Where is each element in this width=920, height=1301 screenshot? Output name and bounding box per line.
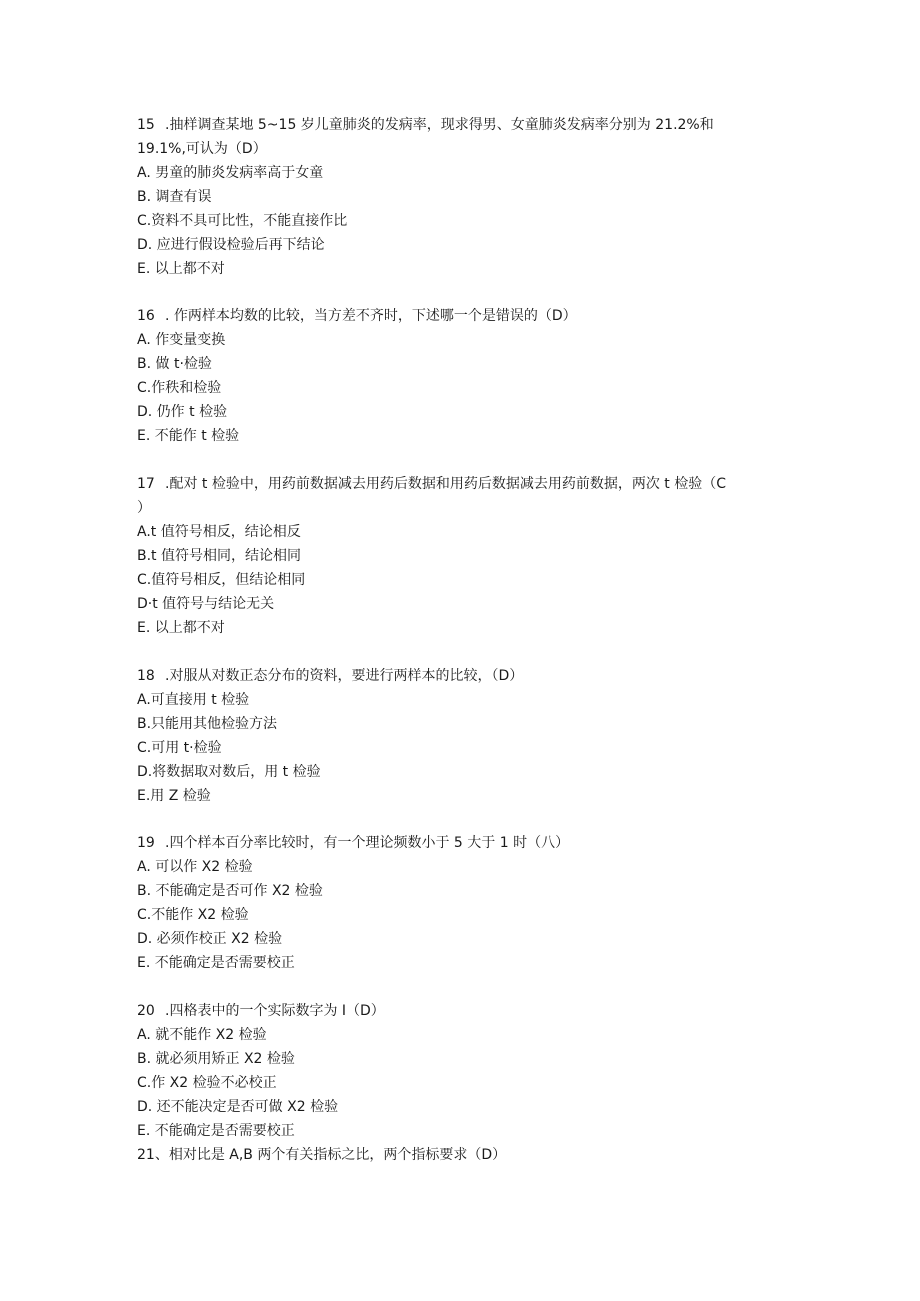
question-stem: .对服从对数正态分布的资料，要进行两样本的比较，（D） [165,668,524,684]
option-e: E. 以上都不对 [137,620,225,636]
question-18 [137,664,787,808]
option-c: C.作 X2 检验不必校正 [137,1075,277,1091]
option-b: B.只能用其他检验方法 [137,716,278,732]
option-a: A. 可以作 X2 检验 [137,859,253,875]
option-b: B.t 值符号相同，结论相同 [137,548,301,564]
question-17 [137,472,787,640]
question-number: 15 [137,117,155,133]
option-a: A.t 值符号相反，结论相反 [137,524,301,540]
option-e: E. 以上都不对 [137,261,225,277]
option-c: C.可用 t·检验 [137,740,222,756]
question-15 [137,113,787,281]
option-d: D·t 值符号与结论无关 [137,596,275,612]
question-number: 18 [137,668,155,684]
option-d: D. 必须作校正 X2 检验 [137,931,283,947]
option-d: D. 还不能决定是否可做 X2 检验 [137,1099,339,1115]
question-number: 19 [137,835,155,851]
option-e: E.用 Z 检验 [137,788,211,804]
option-c: C.不能作 X2 检验 [137,907,249,923]
question-number: 16 [137,308,155,324]
option-b: B. 就必须用矫正 X2 检验 [137,1051,295,1067]
question-stem: .抽样调查某地 5~15 岁儿童肺炎的发病率，现求得男、女童肺炎发病率分别为 21.2%和 [165,117,714,133]
question-stem: .四格表中的一个实际数字为 I（D） [165,1003,385,1019]
option-e: E. 不能确定是否需要校正 [137,955,295,971]
option-b: B. 做 t·检验 [137,356,212,372]
option-c: C.值符号相反，但结论相同 [137,572,306,588]
question-stem-continued: ） [137,500,151,516]
option-d: D. 应进行假设检验后再下结论 [137,237,325,253]
option-e: E. 不能确定是否需要校正 [137,1123,295,1139]
option-b: B. 调查有误 [137,189,212,205]
question-stem: .配对 t 检验中，用药前数据减去用药后数据和用药后数据减去用药前数据，两次 t 检验（C [165,476,727,492]
option-c: C.资料不具可比性，不能直接作比 [137,213,348,229]
question-20 [137,999,787,1167]
question-19 [137,831,787,975]
question-number: 20 [137,1003,155,1019]
question-21-stem: 21、相对比是 A,B 两个有关指标之比，两个指标要求（D） [137,1147,507,1163]
option-e: E. 不能作 t 检验 [137,428,240,444]
option-a: A. 就不能作 X2 检验 [137,1027,267,1043]
option-d: D.将数据取对数后，用 t 检验 [137,764,321,780]
question-stem-continued: 19.1%,可认为（D） [137,141,267,157]
option-d: D. 仍作 t 检验 [137,404,228,420]
option-b: B. 不能确定是否可作 X2 检验 [137,883,323,899]
option-a: A.可直接用 t 检验 [137,692,250,708]
option-a: A. 男童的肺炎发病率高于女童 [137,165,324,181]
question-stem: .四个样本百分率比较时，有一个理论频数小于 5 大于 1 时（八） [165,835,570,851]
question-16 [137,304,787,448]
option-a: A. 作变量变换 [137,332,226,348]
question-number: 17 [137,476,155,492]
option-c: C.作秩和检验 [137,380,222,396]
question-stem: . 作两样本均数的比较，当方差不齐时，下述哪一个是错误的（D） [165,308,577,324]
